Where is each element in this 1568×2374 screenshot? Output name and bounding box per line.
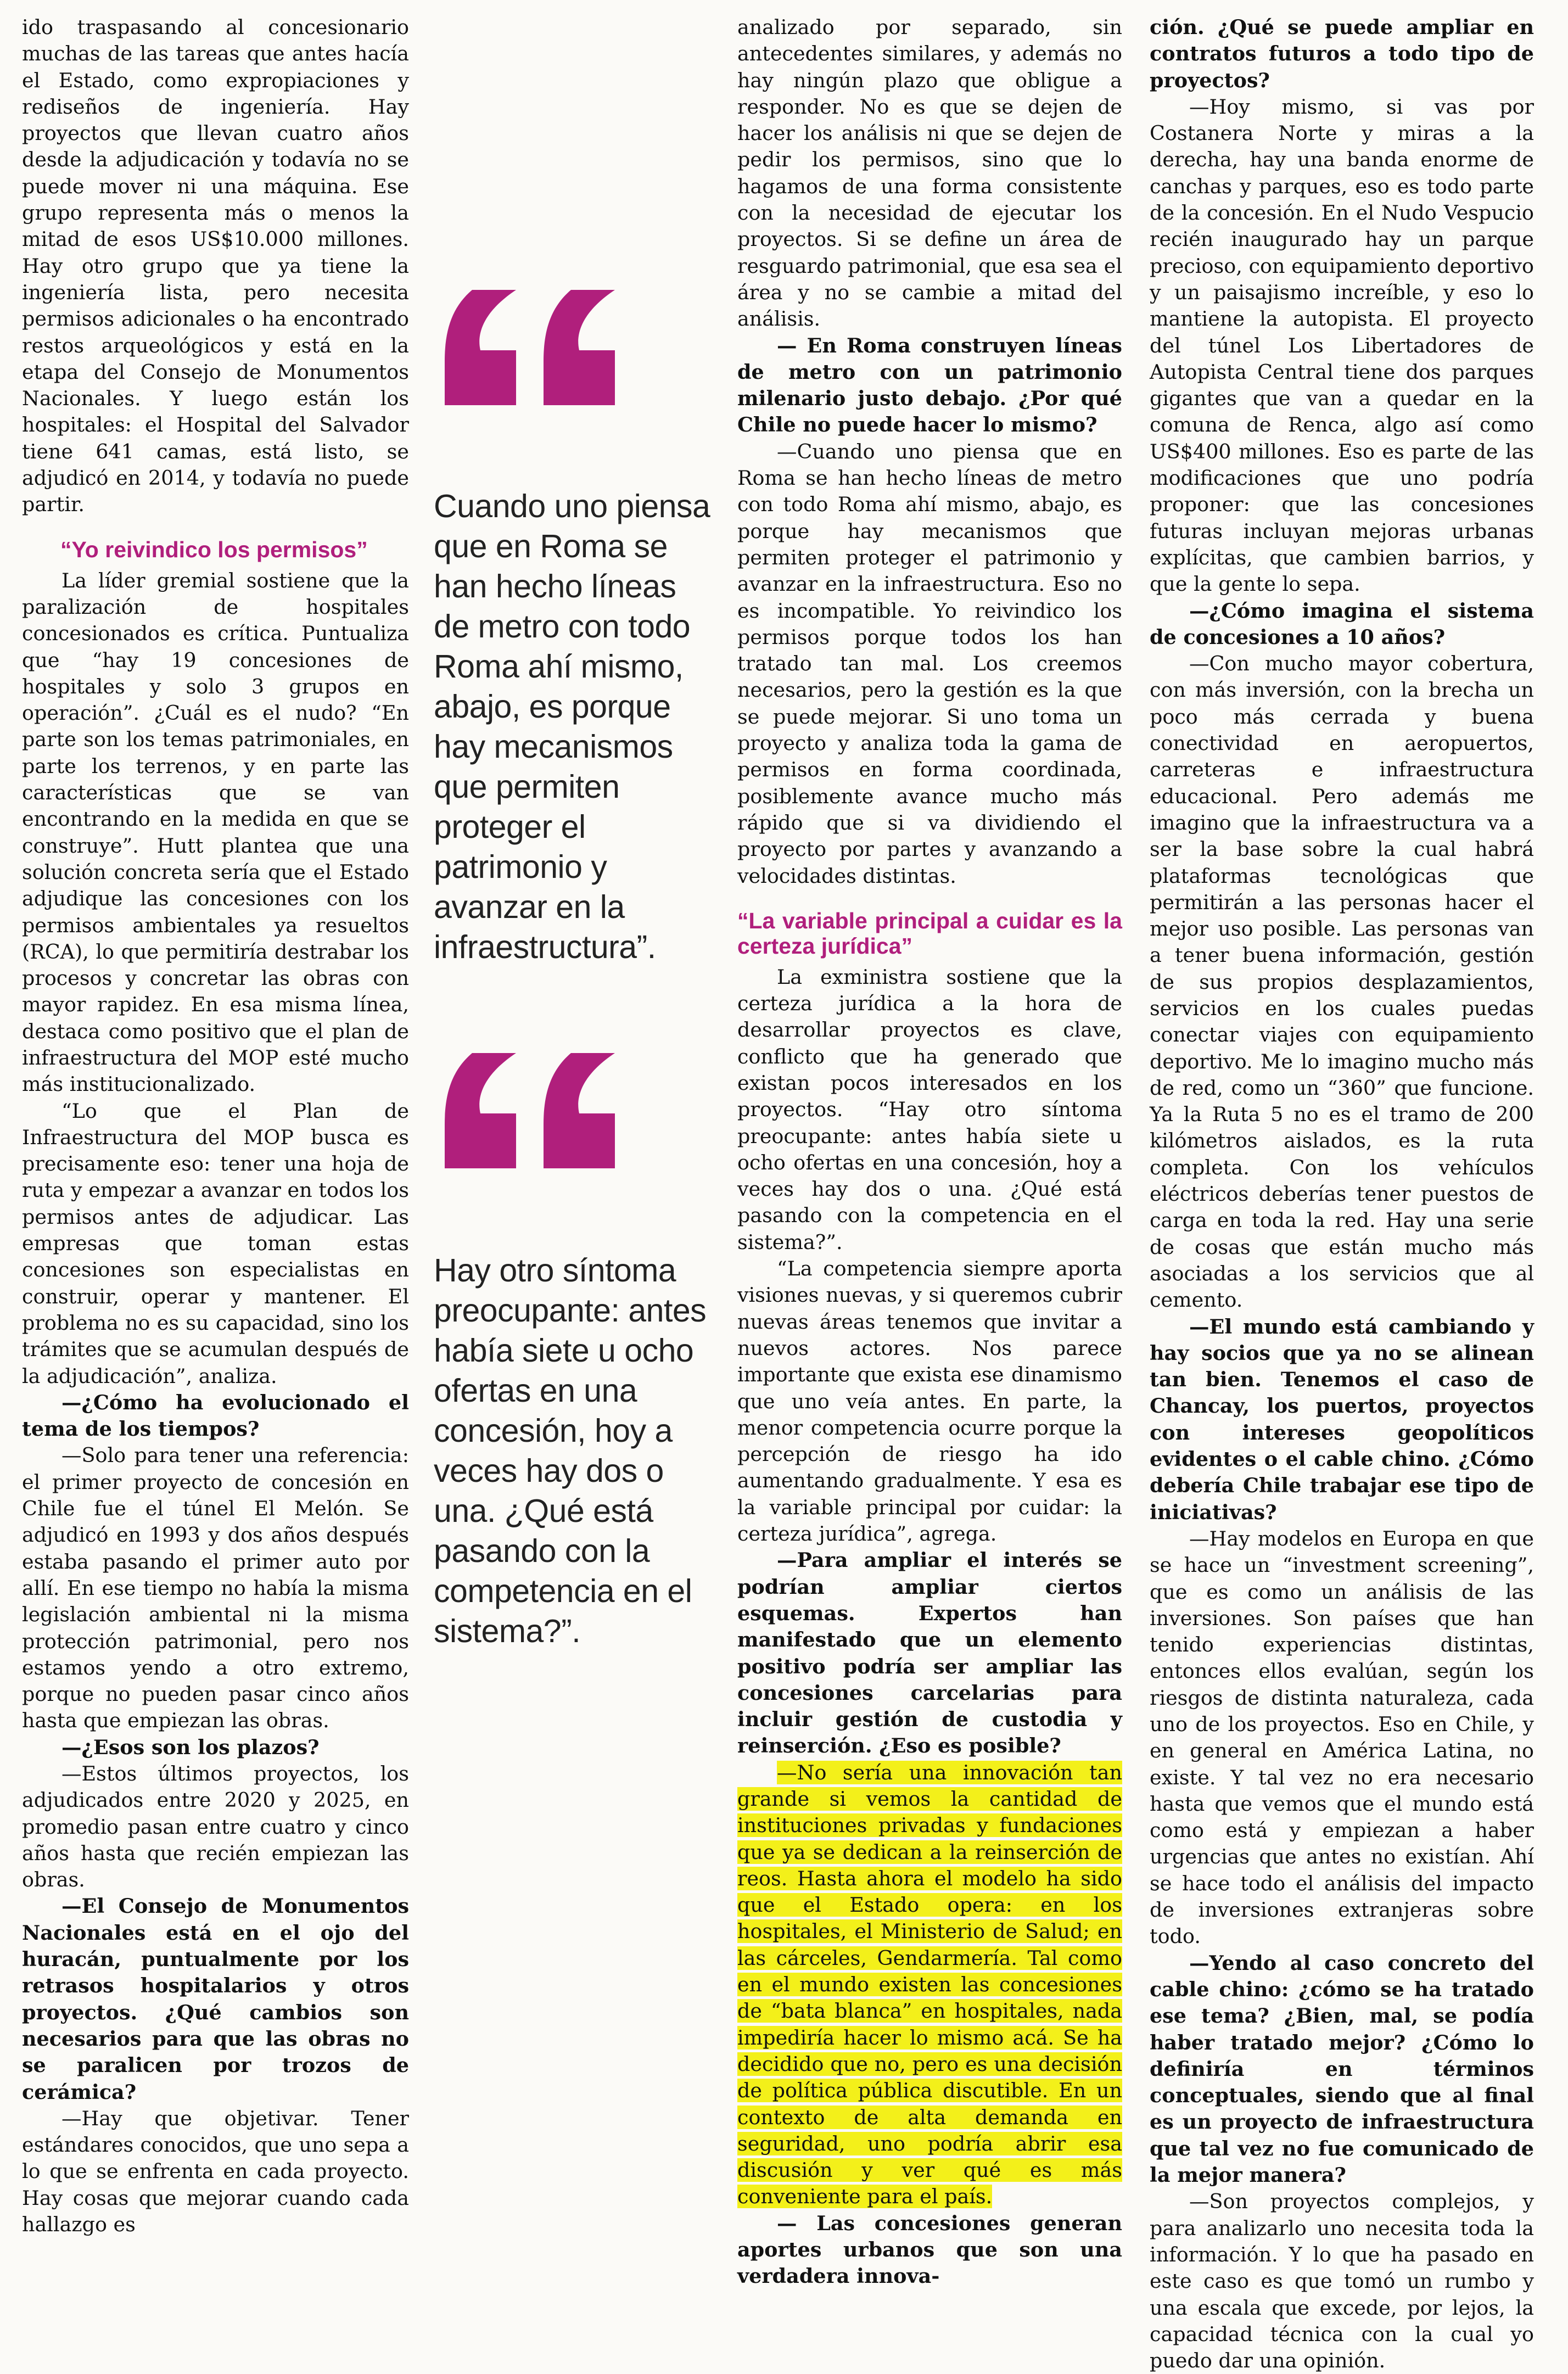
paragraph: “La competencia siempre aporta visiones nuevas, y si queremos cubrir nuevas áreas tenemos que invitar a nuevos actores. Nos parece importante que exista ese dinamismo que uno veía antes. En parte, la menor competencia ocurre porque la percepción de riesgo ha ido aumentando gradualmente. Y esa es la variable principal por cuidar: la certeza jurídica”, agrega. (737, 1257, 1122, 1546)
interview-answer: —Son proyectos complejos, y para analizarlo uno necesita toda la información. Y lo que ha pasado en este caso es que tomó un rumbo y una escala que excede, por lejos, la capacidad técnica con la cual yo puedo dar una opinión. (1150, 2190, 1534, 2373)
pull-quote-1: Cuando uno piensa que en Roma se han hecho líneas de metro con todo Roma ahí mismo, abajo, es porque hay mecanismos que permiten proteger el patrimonio y avanzar en la infraestructura”. (434, 488, 710, 965)
paragraph: ido traspasando al concesionario muchas de las tareas que antes hacía el Estado, como expropiaciones y rediseños de ingeniería. Hay proyectos que llevan cuatro años desde la adjudicación y todavía no se puede mover ni una máquina. Ese grupo representa más o menos la mitad de esos US$10.000 millones. Hay otro grupo que ya tiene la ingeniería lista, pero necesita permisos adicionales o ha encontrado restos arqueológicos y está en la etapa del Consejo de Monumentos Nacionales. Y luego están los hospitales: el Hospital del Salvador tiene 641 camas, está listo, se adjudicó en 2014, y todavía no puede partir. (22, 15, 409, 517)
interview-question: —¿Cómo ha evolucionado el tema de los tiempos? (22, 1390, 409, 1441)
interview-question: — En Roma construyen líneas de metro con un patrimonio milenario justo debajo. ¿Por qué Chile no puede hacer lo mismo? (737, 333, 1122, 437)
article-column-1 (22, 14, 409, 2238)
interview-answer: —Estos últimos proyectos, los adjudicados entre 2020 y 2025, en promedio pasan entre cuatro y cinco años hasta que recién empiezan las obras. (22, 1762, 409, 1892)
article-column-4 (1150, 14, 1534, 2374)
interview-question: —Yendo al caso concreto del cable chino: ¿cómo se ha tratado ese tema? ¿Bien, mal, se podía haber tratado mejor? ¿Cómo lo definiría en términos conceptuales, siendo que al final es un proyecto de infraestructura que tal vez no fue comunicado de la mejor manera? (1150, 1951, 1534, 2187)
interview-question: —¿Cómo imagina el sistema de concesiones a 10 años? (1150, 598, 1534, 649)
highlighted-text: —No sería una innovación tan grande si vemos la cantidad de instituciones privadas y fundaciones que ya se dedican a la reinserción de reos. Hasta ahora el modelo ha sido que el Estado opera: en los hospitales, el Ministerio de Salud; en las cárceles, Gendarmería. Tal como en el mundo existen las concesiones de “bata blanca” en hospitales, nada impediría hacer lo mismo acá. Se ha decidido que no, pero es una decisión de política pública discutible. En un contexto de alta demanda en seguridad, uno podría abrir esa discusión y ver qué es más conveniente para el país. (737, 1760, 1122, 2209)
interview-answer: —Con mucho mayor cobertura, con más inversión, con la brecha un poco más cerrada y buena conectividad en aeropuertos, carreteras e infraestructura educacional. Pero además me imagino que la infraestructura va a ser la base sobre la cual habrá plataformas tecnológicas que permitirán a las personas hacer el mejor uso posible. Las personas van a tener buena información, gestión de sus propios desplazamientos, servicios en los cuales puedas conectar viajes con equipamiento deportivo. Me lo imagino mucho más de red, como un “360” que funcione. Ya la Ruta 5 no es el tramo de 200 kilómetros aislados, es la ruta completa. Con los vehículos eléctricos deberías tener puestos de carga en toda la red. Hay una serie de cosas que están mucho más asociadas a los servicios que al cemento. (1150, 652, 1534, 1312)
pull-quote-2: Hay otro síntoma preocupante: antes había siete u ocho ofertas en una concesión, hoy a veces hay dos o una. ¿Qué está pasando con la competencia en el sistema?”. (434, 1252, 707, 1649)
interview-question: —¿Esos son los plazos? (61, 1735, 320, 1759)
quote-mark-icon (434, 1053, 620, 1168)
article-column-3 (737, 14, 1122, 2290)
interview-question: — Las concesiones generan aportes urbanos que son una verdadera innova- (737, 2211, 1122, 2288)
paragraph: La exministra sostiene que la certeza jurídica a la hora de desarrollar proyectos es clave, conflicto que ha generado que existan pocos interesados en los proyectos. “Hay otro síntoma preocupante: antes había siete u ocho ofertas en una concesión, hoy a veces hay dos o una. ¿Qué está pasando con la competencia en el sistema?”. (737, 965, 1122, 1254)
interview-answer: —Hoy mismo, si vas por Costanera Norte y miras a la derecha, hay una banda enorme de canchas y parques, eso es todo parte de la concesión. En el Nudo Vespucio recién inaugurado hay un parque precioso, con equipamiento deportivo y un paisajismo increíble, y eso lo mantiene la autopista. El proyecto del túnel Los Libertadores de Autopista Central tiene dos parques gigantes que van a quedar en la comuna de Renca, algo así como US$400 millones. Eso es parte de las modificaciones que uno podría proponer: que las concesiones futuras incluyan mejoras urbanas explícitas, que cambien barrios, y que la gente lo sepa. (1150, 94, 1534, 596)
interview-answer-highlighted (737, 1760, 1122, 2210)
paragraph: La líder gremial sostiene que la paralización de hospitales concesionados es crítica. Puntualiza que “hay 19 concesiones de hospitales y solo 3 grupos en operación”. ¿Cuál es el nudo? “En parte son los temas patrimoniales, en parte los terrenos, y en parte las características que se van encontrando en la medida en que se construye”. Hutt plantea que una solución concreta sería que el Estado adjudique las concesiones con los permisos ambientales ya resueltos (RCA), lo que permitiría destrabar los procesos y concretar las obras con mayor rapidez. En esa misma línea, destaca como positivo que el plan de infraestructura del MOP esté mucho más institucionalizado. (22, 568, 409, 1096)
interview-question: —Para ampliar el interés se podrían ampliar ciertos esquemas. Expertos han manifestado que un elemento positivo podría ser ampliar las concesiones carcelarias para incluir gestión de custodia y reinserción. ¿Eso es posible? (737, 1548, 1122, 1758)
interview-question: —El Consejo de Monumentos Nacionales está en el ojo del huracán, puntualmente por los retrasos hospitalarios y otros proyectos. ¿Qué cambios son necesarios para que las obras no se paralicen por trozos de cerámica? (22, 1894, 409, 2104)
interview-answer: —Solo para tener una referencia: el primer proyecto de concesión en Chile fue el túnel El Melón. Se adjudicó en 1993 y dos años después estaba pasando el primer auto por allí. En ese tiempo no había la misma legislación ambiental ni la misma protección patrimonial, pero nos estamos yendo a otro extremo, porque no pueden pasar cinco años hasta que empiezan las obras. (22, 1443, 409, 1733)
interview-answer: —Cuando uno piensa que en Roma se han hecho líneas de metro con todo Roma ahí mismo, abajo, es porque hay mecanismos que permiten proteger el patrimonio y avanzar en la infraestructura. Eso no es incompatible. Yo reivindico los permisos porque todos los han tratado tan mal. Los creemos necesarios, pero la gestión es la que se puede mejorar. Si uno toma un proyecto y analiza toda la gama de permisos en forma coordinada, posiblemente avance mucho más rápido que si va dividiendo el proyecto por partes y avanzando a velocidades distintas. (737, 439, 1122, 888)
interview-question: ción. ¿Qué se puede ampliar en contratos futuros a todo tipo de proyectos? (1150, 15, 1534, 92)
subheading: “La variable principal a cuidar es la certeza jurídica” (737, 908, 1122, 959)
interview-answer: —Hay que objetivar. Tener estándares conocidos, que uno sepa a lo que se enfrenta en cada proyecto. Hay cosas que mejorar cuando cada hallazgo es (22, 2106, 409, 2237)
quote-mark-icon (434, 290, 620, 405)
interview-answer: —Hay modelos en Europa en que se hace un “investment screening”, que es como un análisis de las inversiones. Son países que han tenido experiencias distintas, entonces ellos evalúan, según los riesgos de distinta naturaleza, cada uno de los proyectos. Eso en Chile, y en general en América Latina, no existe. Y tal vez no era necesario hasta que vemos que el mundo está como está y empiezan a haber urgencias que antes no existían. Ahí se hace todo el análisis del impacto de inversiones extranjeras sobre todo. (1150, 1526, 1534, 1949)
paragraph: “Lo que el Plan de Infraestructura del MOP busca es precisamente eso: tener una hoja de ruta y empezar a avanzar en todos los permisos antes de adjudicar. Las empresas que toman estas concesiones son especialistas en construir, operar y mantener. El problema no es su capacidad, sino los trámites que se acumulan después de la adjudicación”, analiza. (22, 1099, 409, 1388)
paragraph: analizado por separado, sin antecedentes similares, y además no hay ningún plazo que obligue a responder. No es que se dejen de hacer los análisis ni que se dejen de pedir los permisos, sino que lo hagamos de una forma consistente con la necesidad de ejecutar los proyectos. Si se define un área de resguardo patrimonial, que esa sea el área y no se cambie a mitad del análisis. (737, 15, 1122, 331)
subheading: “Yo reivindico los permisos” (60, 536, 368, 562)
interview-question: —El mundo está cambiando y hay socios que ya no se alinean tan bien. Tenemos el caso de Chancay, los puertos, proyectos con intereses geopolíticos evidentes o el cable chino. ¿Cómo debería Chile trabajar ese tipo de iniciativas? (1150, 1314, 1534, 1524)
